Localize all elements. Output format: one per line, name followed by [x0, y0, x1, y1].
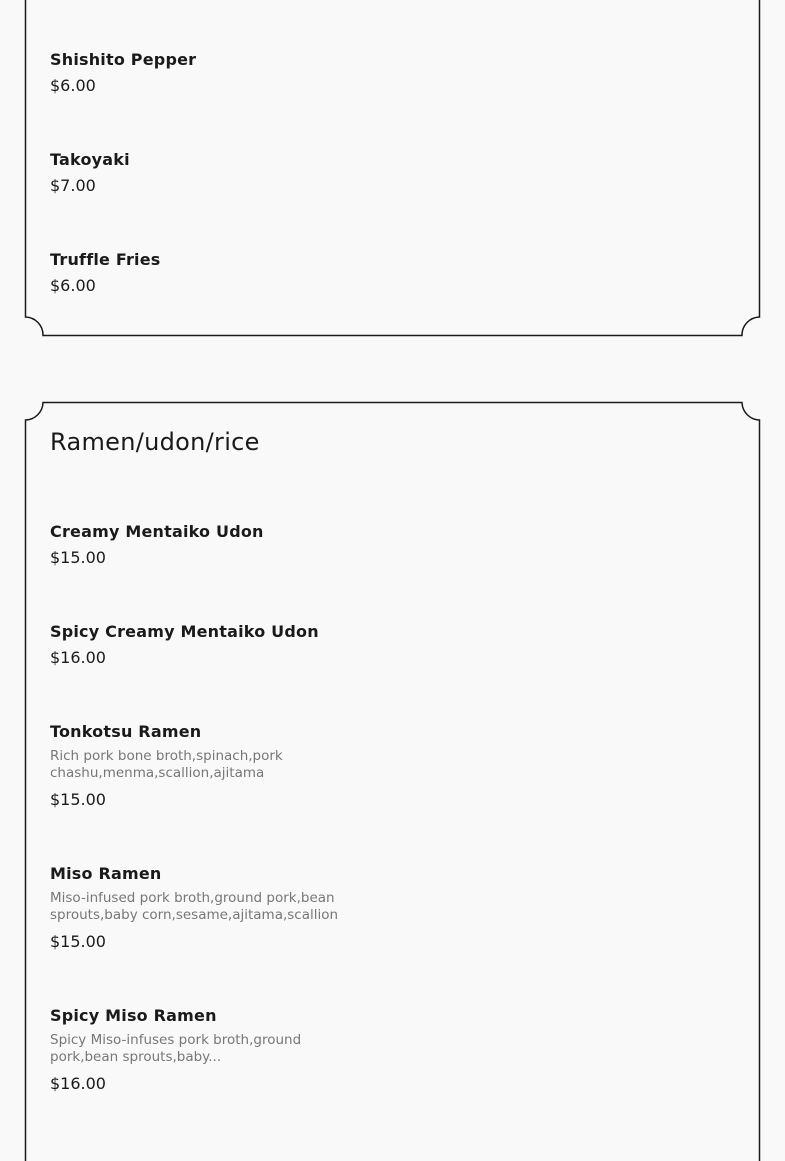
item-description: Miso-infused pork broth,ground pork,bean sprouts,baby corn,sesame,ajitama,scallion: [50, 890, 339, 923]
menu-item[interactable]: [50, 1006, 350, 1094]
menu-item[interactable]: [50, 522, 350, 568]
item-price: $15.00: [50, 790, 106, 809]
menu-item[interactable]: [50, 864, 350, 952]
item-price: $6.00: [50, 76, 96, 95]
menu-item[interactable]: [50, 250, 350, 296]
menu-section-ramen: [25, 401, 760, 1161]
item-name: Tonkotsu Ramen: [50, 722, 202, 741]
menu-item[interactable]: [50, 50, 350, 96]
item-name: Miso Ramen: [50, 864, 162, 883]
item-price: $15.00: [50, 548, 106, 567]
item-price: $16.00: [50, 648, 106, 667]
item-description: Spicy Miso-infuses pork broth,ground pork,bean sprouts,baby...: [50, 1032, 302, 1065]
item-price: $7.00: [50, 176, 96, 195]
item-name: Truffle Fries: [50, 250, 161, 269]
item-name: Spicy Miso Ramen: [50, 1006, 217, 1025]
item-name: Shishito Pepper: [50, 50, 197, 69]
item-price: $16.00: [50, 1074, 106, 1093]
item-description: Rich pork bone broth,spinach,pork chashu,menma,scallion,ajitama: [50, 748, 283, 781]
item-price: $15.00: [50, 932, 106, 951]
menu-section-appetizers: [25, 0, 760, 337]
item-name: Spicy Creamy Mentaiko Udon: [50, 622, 319, 641]
item-price: $6.00: [50, 276, 96, 295]
section-title: Ramen/udon/rice: [50, 428, 260, 456]
item-name: Creamy Mentaiko Udon: [50, 522, 264, 541]
menu-item[interactable]: [50, 722, 350, 810]
menu-item[interactable]: [50, 150, 350, 196]
menu-item[interactable]: [50, 622, 350, 668]
item-name: Takoyaki: [50, 150, 130, 169]
